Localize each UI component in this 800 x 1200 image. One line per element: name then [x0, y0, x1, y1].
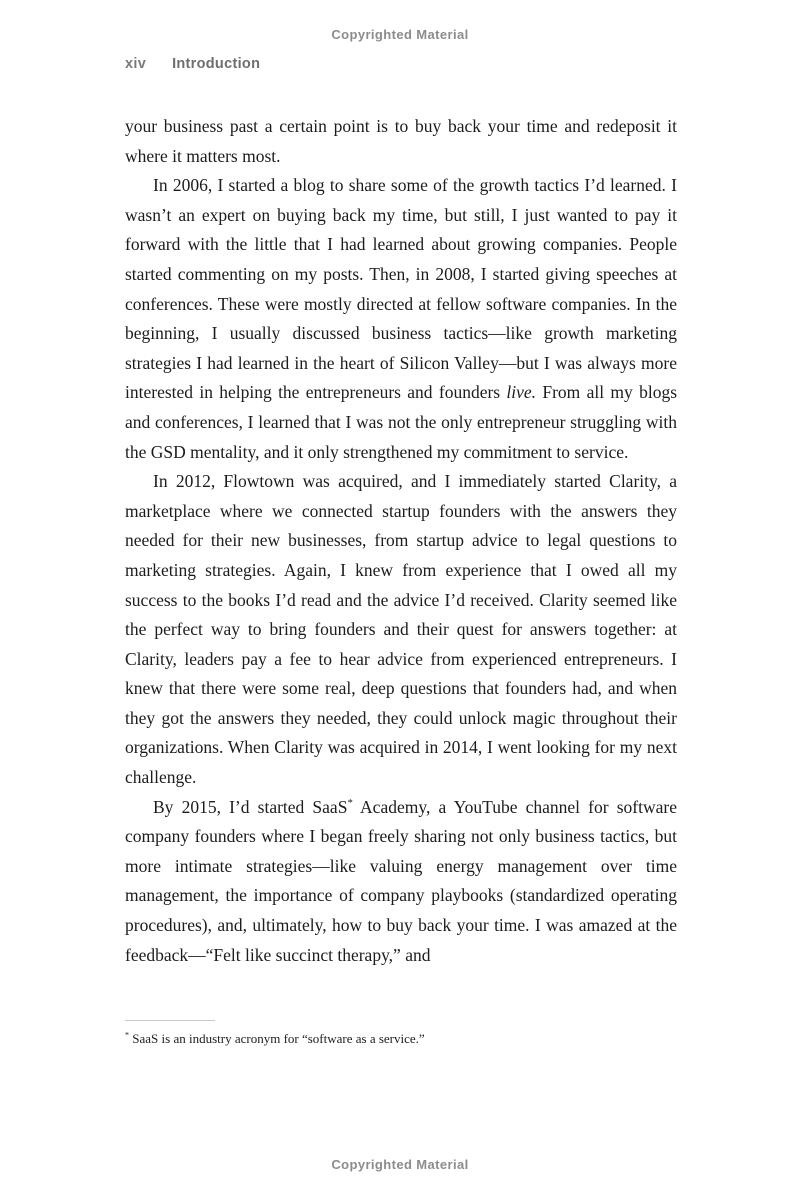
paragraph-1-text: your business past a certain point is to buy back your time and redeposit it where it matters most. [125, 116, 677, 166]
paragraph-2-italic-word: live. [506, 382, 537, 403]
paragraph-2 [125, 171, 677, 467]
footnote-block [125, 1020, 677, 1048]
paragraph-1 [125, 112, 677, 171]
paragraph-2-text-before: In 2006, I started a blog to share some of the growth tactics I’d learned. I wasn’t an expert on buying back my time, but still, I just wanted to pay it forward with the little that I had learned about growing companies. People started commenting on my posts. Then, in 2008, I started giving speeches at conferences. These were mostly directed at fellow software companies. In the beginning, I usually discussed business tactics—like growth marketing strategies I had learned in the heart of Silicon Valley—but I was always more interested in helping the entrepreneurs and founders [125, 175, 677, 403]
page-body [125, 112, 677, 970]
running-head [125, 56, 260, 72]
copyright-notice-top: Copyrighted Material [331, 27, 469, 42]
paragraph-4-text-after: Academy, a YouTube channel for software company founders where I began freely sharing not only business tactics, but more intimate strategies—like valuing energy management over time management, the importance of company playbooks (standardized operating procedures), and, ultimately, how to buy back your time. I was amazed at the feedback—“Felt like succinct therapy,” and [125, 796, 677, 965]
footnote-marker: * [125, 1030, 130, 1040]
section-title: Introduction [172, 56, 261, 72]
footnote [125, 1030, 677, 1048]
paragraph-4-text-before: By 2015, I’d started SaaS [153, 796, 348, 817]
footnote-reference-asterisk: * [347, 796, 353, 809]
footnote-divider [125, 1020, 215, 1021]
footnote-text: SaaS is an industry acronym for “software as a service.” [129, 1031, 425, 1046]
paragraph-3 [125, 467, 677, 793]
paragraph-2-text-after: From all my blogs and conferences, I learned that I was not the only entrepreneur struggling with the GSD mentality, and it only strengthened my commitment to service. [125, 382, 678, 462]
copyright-notice-bottom: Copyrighted Material [331, 1157, 469, 1172]
paragraph-4 [125, 793, 677, 971]
page-number: xiv [125, 56, 147, 72]
paragraph-3-text: In 2012, Flowtown was acquired, and I immediately started Clarity, a marketplace where we connected startup founders with the answers they needed for their new businesses, from startup advice to legal questions to marketing strategies. Again, I knew from experience that I owed all my success to the books I’d read and the advice I’d received. Clarity seemed like the perfect way to bring founders and their quest for answers together: at Clarity, leaders pay a fee to hear advice from experienced entrepreneurs. I knew that there were some real, deep questions that founders had, and when they got the answers they needed, they could unlock magic throughout their organizations. When Clarity was acquired in 2014, I went looking for my next challenge. [125, 471, 677, 788]
